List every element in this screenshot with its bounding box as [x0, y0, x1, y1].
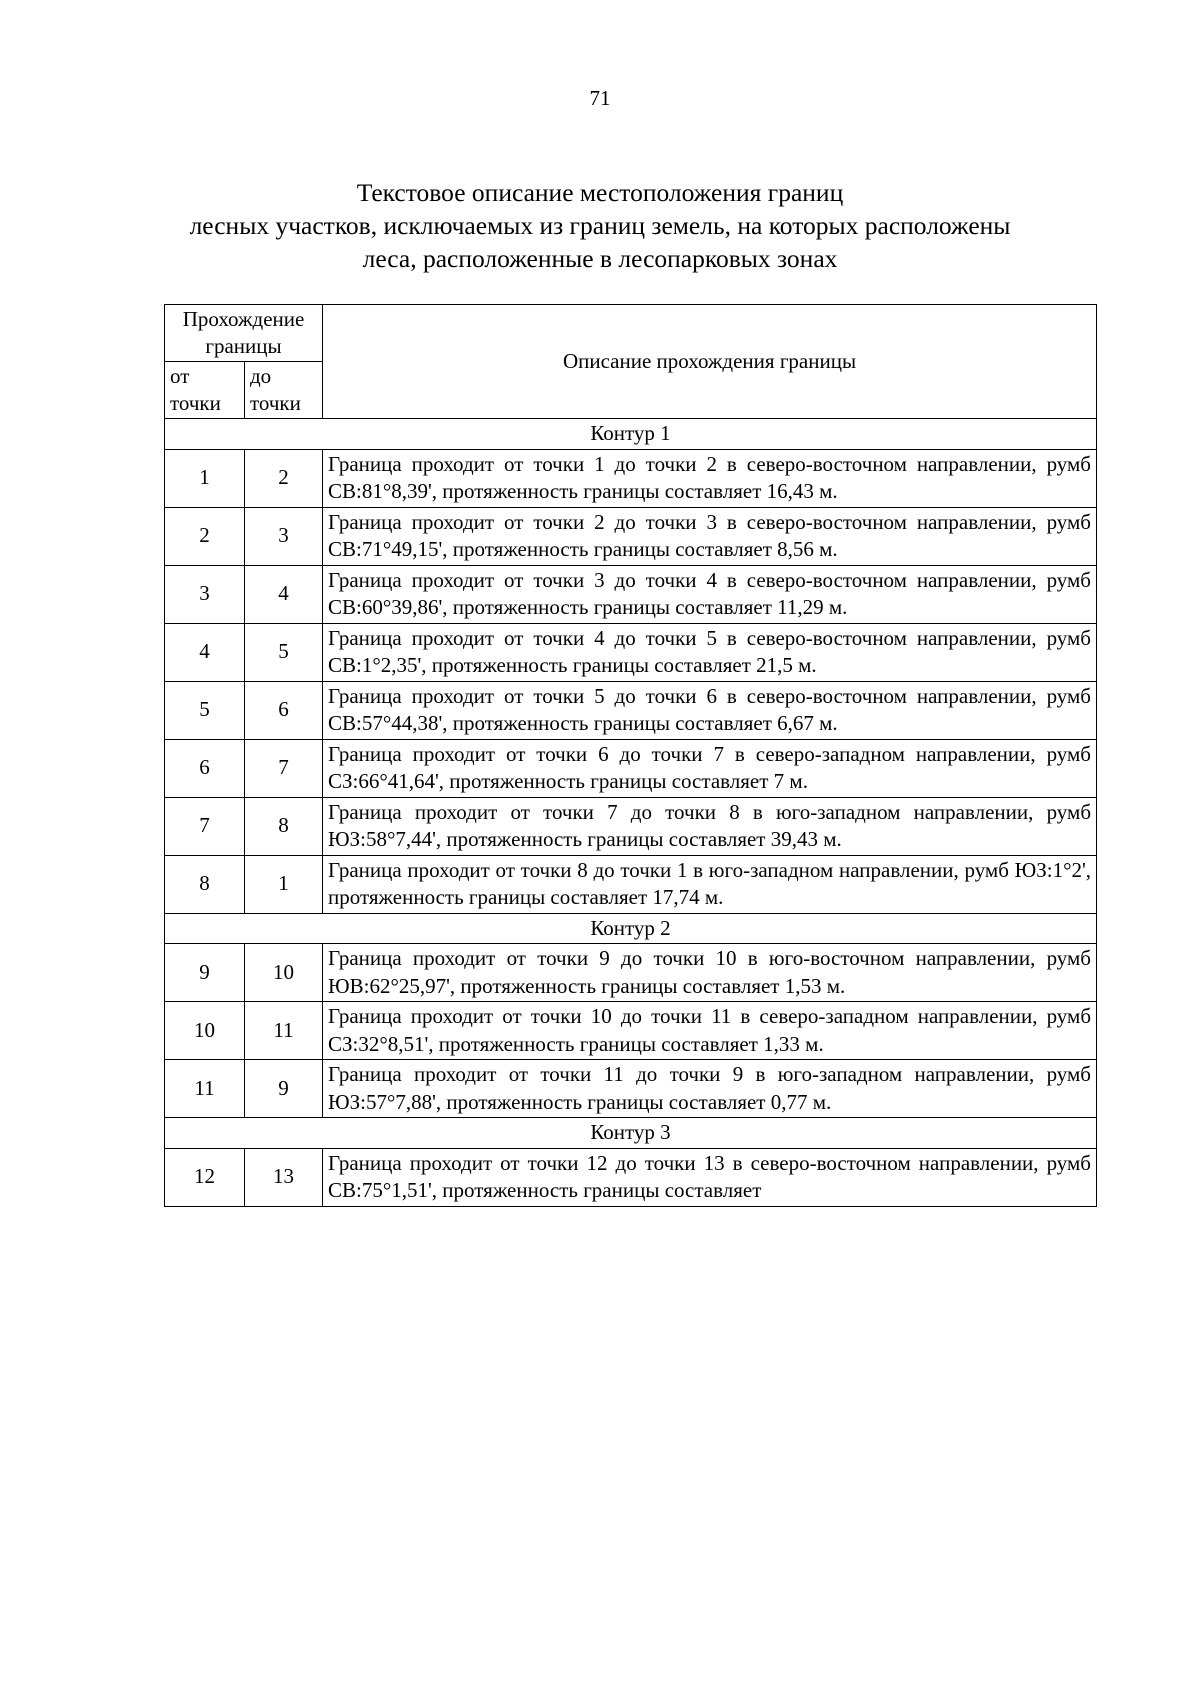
to-point-cell: 4	[245, 565, 323, 623]
from-point-cell: 4	[165, 623, 245, 681]
description-cell: Граница проходит от точки 4 до точки 5 в северо-восточном направлении, румб СВ:1°2,35', протяженность границы составляет 21,5 м.	[323, 623, 1097, 681]
table-row	[165, 565, 1097, 623]
title-line-1: Текстовое описание местоположения границ	[356, 178, 844, 207]
to-point-cell: 1	[245, 855, 323, 913]
to-point-cell: 5	[245, 623, 323, 681]
table-row	[165, 944, 1097, 1002]
contour-label: Контур 1	[165, 419, 1097, 450]
description-cell: Граница проходит от точки 7 до точки 8 в юго-западном направлении, румб ЮЗ:58°7,44', протяженность границы составляет 39,43 м.	[323, 797, 1097, 855]
from-point-cell: 7	[165, 797, 245, 855]
from-point-cell: 5	[165, 681, 245, 739]
from-point-cell: 11	[165, 1060, 245, 1118]
description-cell: Граница проходит от точки 5 до точки 6 в северо-восточном направлении, румб СВ:57°44,38', протяженность границы составляет 6,67 м.	[323, 681, 1097, 739]
table-row	[165, 855, 1097, 913]
document-title	[0, 176, 1200, 275]
from-point-cell: 9	[165, 944, 245, 1002]
page-number: 71	[589, 86, 611, 110]
description-cell: Граница проходит от точки 8 до точки 1 в юго-западном направлении, румб ЮЗ:1°2', протяженность границы составляет 17,74 м.	[323, 855, 1097, 913]
contour-header-row	[165, 1118, 1097, 1149]
to-point-cell: 11	[245, 1002, 323, 1060]
to-point-cell: 9	[245, 1060, 323, 1118]
header-passage: Прохождение границы	[165, 305, 323, 362]
title-line-3: леса, расположенные в лесопарковых зонах	[362, 244, 838, 273]
table-row	[165, 507, 1097, 565]
contour-header-row	[165, 913, 1097, 944]
title-line-2: лесных участков, исключаемых из границ земель, на которых расположены	[189, 211, 1011, 240]
table-row	[165, 739, 1097, 797]
description-cell: Граница проходит от точки 2 до точки 3 в северо-восточном направлении, румб СВ:71°49,15', протяженность границы составляет 8,56 м.	[323, 507, 1097, 565]
description-cell: Граница проходит от точки 6 до точки 7 в северо-западном направлении, румб СЗ:66°41,64', протяженность границы составляет 7 м.	[323, 739, 1097, 797]
description-cell: Граница проходит от точки 10 до точки 11 в северо-западном направлении, румб СЗ:32°8,51', протяженность границы составляет 1,33 м.	[323, 1002, 1097, 1060]
to-point-cell: 8	[245, 797, 323, 855]
table-row	[165, 1002, 1097, 1060]
header-from-point: от точки	[165, 362, 245, 419]
header-to-point: до точки	[245, 362, 323, 419]
contour-label: Контур 2	[165, 913, 1097, 944]
to-point-cell: 10	[245, 944, 323, 1002]
from-point-cell: 1	[165, 449, 245, 507]
table-row	[165, 1148, 1097, 1206]
to-point-cell: 13	[245, 1148, 323, 1206]
to-point-cell: 2	[245, 449, 323, 507]
from-point-cell: 3	[165, 565, 245, 623]
description-cell: Граница проходит от точки 1 до точки 2 в северо-восточном направлении, румб СВ:81°8,39', протяженность границы составляет 16,43 м.	[323, 449, 1097, 507]
table-row	[165, 797, 1097, 855]
from-point-cell: 6	[165, 739, 245, 797]
table-row	[165, 681, 1097, 739]
contour-label: Контур 3	[165, 1118, 1097, 1149]
to-point-cell: 3	[245, 507, 323, 565]
contour-header-row	[165, 419, 1097, 450]
table-row	[165, 623, 1097, 681]
table-row	[165, 449, 1097, 507]
from-point-cell: 2	[165, 507, 245, 565]
table-row	[165, 1060, 1097, 1118]
description-cell: Граница проходит от точки 9 до точки 10 в юго-восточном направлении, румб ЮВ:62°25,97', протяженность границы составляет 1,53 м.	[323, 944, 1097, 1002]
to-point-cell: 6	[245, 681, 323, 739]
description-cell: Граница проходит от точки 12 до точки 13 в северо-восточном направлении, румб СВ:75°1,51', протяженность границы составляет	[323, 1148, 1097, 1206]
to-point-cell: 7	[245, 739, 323, 797]
description-cell: Граница проходит от точки 3 до точки 4 в северо-восточном направлении, румб СВ:60°39,86', протяженность границы составляет 11,29 м.	[323, 565, 1097, 623]
from-point-cell: 8	[165, 855, 245, 913]
from-point-cell: 10	[165, 1002, 245, 1060]
table-header	[165, 305, 1097, 419]
from-point-cell: 12	[165, 1148, 245, 1206]
boundary-table	[164, 304, 1097, 1207]
description-cell: Граница проходит от точки 11 до точки 9 в юго-западном направлении, румб ЮЗ:57°7,88', протяженность границы составляет 0,77 м.	[323, 1060, 1097, 1118]
table-body	[165, 419, 1097, 1207]
header-description: Описание прохождения границы	[323, 305, 1097, 419]
